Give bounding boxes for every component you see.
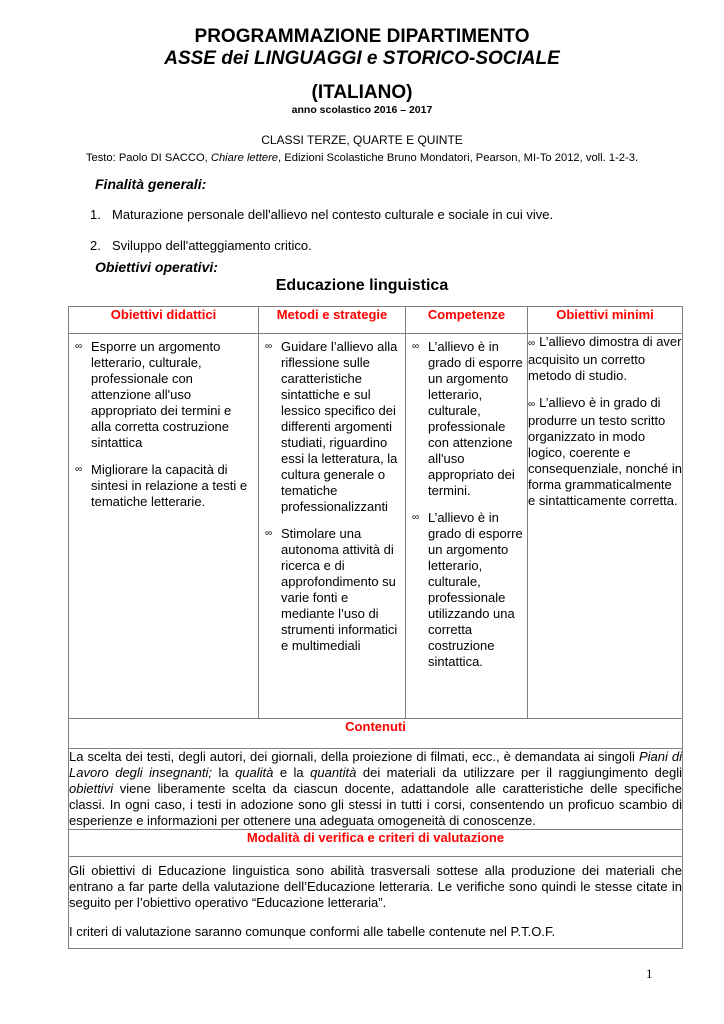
obiettivi-operativi-heading: Obiettivi operativi: xyxy=(95,259,218,275)
column-header-obiettivi-minimi: Obiettivi minimi xyxy=(528,307,683,334)
contenuti-text-row xyxy=(69,749,683,830)
finalita-item-1: 1. Maturazione personale dell'allievo nel contesto culturale e sociale in cui vive. xyxy=(90,207,554,222)
subject-title: (ITALIANO) xyxy=(311,82,413,103)
list-item: ∞ L’allievo è in grado di esporre un argomento letterario, culturale, professionale utilizzando una corretta costruzione sintattica. xyxy=(406,510,527,670)
text-span: viene liberamente scelta da ciascun docente, adattandole alle caratteristiche delle specifiche classi. In ogni caso, i testi in adozione sono gli stessi in tutti i corsi, consentendo un proficuo scambio di esperienze e informazioni per ottenere una adeguata omogeneità di conoscenze. xyxy=(69,781,682,828)
verifica-paragraph xyxy=(69,857,683,949)
infinity-bullet-icon: ∞ xyxy=(75,464,83,475)
verifica-text-1: Gli obiettivi di Educazione linguistica sono abilità trasversali sottese alla produzione dei materiali che entrano a far parte della valutazione dell’Educazione letteraria. Le verifiche sono quindi le stesse citate in seguito per l’obiettivo operativo “Educazione letteraria”. xyxy=(69,863,682,910)
infinity-bullet-icon: ∞ xyxy=(75,341,83,352)
verifica-text-2: I criteri di valutazione saranno comunque conformi alle tabelle contenute nel P.T.O.F. xyxy=(69,924,556,939)
text-span: la xyxy=(212,765,236,780)
column-header-metodi: Metodi e strategie xyxy=(259,307,406,334)
page-number: 1 xyxy=(646,966,653,981)
table-header-row xyxy=(69,307,683,334)
verifica-text-row xyxy=(69,857,683,949)
objectives-table xyxy=(68,306,683,949)
column-header-competenze: Competenze xyxy=(406,307,528,334)
infinity-bullet-icon: ∞ xyxy=(265,341,273,352)
finalita-heading: Finalità generali: xyxy=(95,176,207,192)
infinity-bullet-icon: ∞ xyxy=(412,341,420,352)
list-item: ∞ Migliorare la capacità di sintesi in relazione a testi e tematiche letterarie. xyxy=(69,462,258,510)
list-item: ∞ Guidare l’allievo alla riflessione sulle caratteristiche sintattiche e sul lessico specifico dei differenti argomenti studiati, riguardino essi la letteratura, la cultura generale o tematiche professionalizzanti xyxy=(259,339,405,515)
textbook-author: Testo: Paolo DI SACCO, xyxy=(85,152,211,164)
school-year: anno scolastico 2016 – 2017 xyxy=(291,104,433,116)
table-row xyxy=(69,334,683,719)
cell-metodi xyxy=(259,334,406,719)
text-italic: quantità xyxy=(310,765,357,780)
text-italic: Piani di Lavoro degli insegnanti; xyxy=(69,749,683,780)
verifica-title: Modalità di verifica e criteri di valutazione xyxy=(69,830,683,857)
list-item: ∞ Stimolare una autonoma attività di ricerca e di approfondimento su varie fonti e mediante l’uso di strumenti informatici e multimediali xyxy=(259,526,405,654)
classes-line: CLASSI TERZE, QUARTE E QUINTE xyxy=(261,133,463,147)
contenuti-title-row xyxy=(69,719,683,749)
verifica-title-row xyxy=(69,830,683,857)
textbook-publisher: , Edizioni Scolastiche Bruno Mondatori, Pearson, MI-To 2012, voll. 1-2-3. xyxy=(278,152,639,164)
doc-title: PROGRAMMAZIONE DIPARTIMENTO xyxy=(194,26,530,47)
textbook-line xyxy=(0,151,724,165)
list-item: ∞ L’allievo è in grado di produrre un testo scritto organizzato in modo logico, coerente e consequenziale, nonché in forma grammaticalmente e sintatticamente corretta. xyxy=(528,395,682,508)
contenuti-paragraph xyxy=(69,749,683,830)
text-span: La scelta dei testi, degli autori, dei giornali, della proiezione di filmati, ecc., è demandata ai singoli xyxy=(69,749,639,764)
infinity-bullet-icon: ∞ xyxy=(528,399,536,410)
section-title-educazione-linguistica: Educazione linguistica xyxy=(275,277,449,294)
text-italic: obiettivi xyxy=(69,781,114,796)
contenuti-title: Contenuti xyxy=(69,719,683,749)
cell-competenze xyxy=(406,334,528,719)
text-span: dei materiali da utilizzare per il raggiungimento degli xyxy=(356,765,682,780)
column-header-obiettivi-didattici: Obiettivi didattici xyxy=(69,307,259,334)
doc-subtitle: ASSE dei LINGUAGGI e STORICO-SOCIALE xyxy=(164,48,560,69)
text-italic: qualità xyxy=(235,765,274,780)
textbook-title: Chiare lettere xyxy=(210,152,279,164)
cell-obiettivi-didattici xyxy=(69,334,259,719)
infinity-bullet-icon: ∞ xyxy=(528,338,536,349)
text-span: e la xyxy=(273,765,311,780)
list-item: ∞ L’allievo è in grado di esporre un argomento letterario, culturale, professionale con attenzione all'uso appropriato dei termini. xyxy=(406,339,527,499)
infinity-bullet-icon: ∞ xyxy=(412,512,420,523)
list-item: ∞ Esporre un argomento letterario, culturale, professionale con attenzione all'uso appropriato dei termini e alla corretta costruzione sintattica xyxy=(69,339,258,451)
cell-obiettivi-minimi xyxy=(528,334,683,719)
finalita-item-2: 2. Sviluppo dell'atteggiamento critico. xyxy=(90,238,312,253)
list-item: ∞ L’allievo dimostra di aver acquisito un corretto metodo di studio. xyxy=(528,334,682,383)
infinity-bullet-icon: ∞ xyxy=(265,528,273,539)
